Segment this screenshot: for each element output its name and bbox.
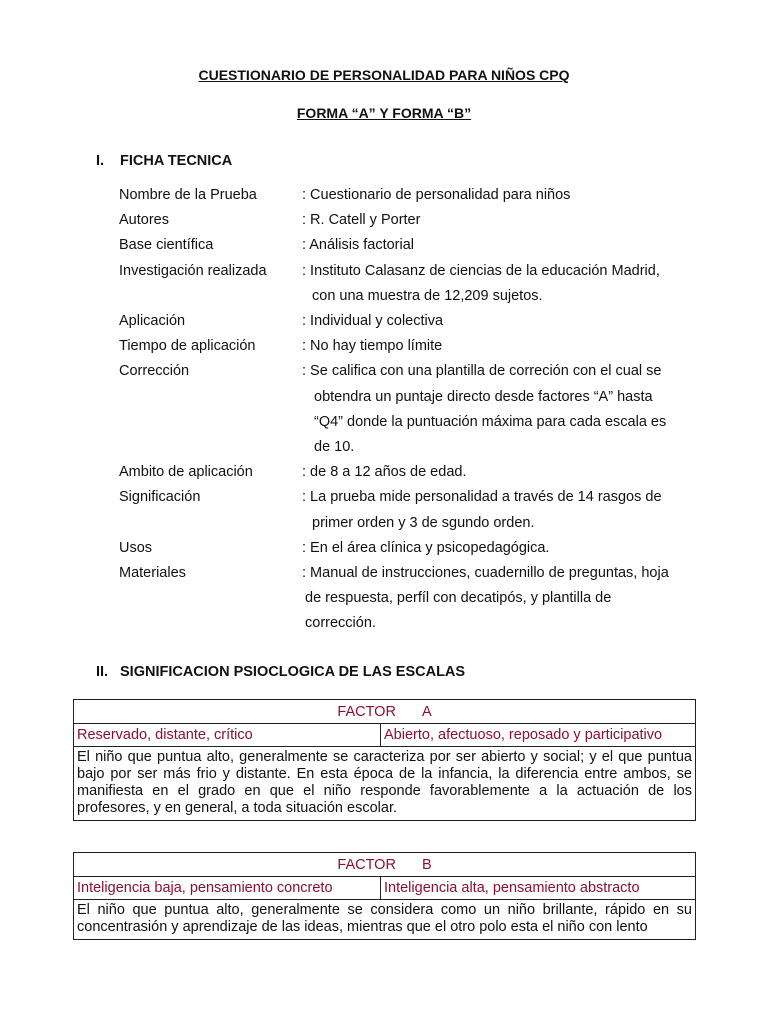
ficha-row-materiales [119,561,699,637]
factor-letter: A [421,703,432,720]
row-label: Nombre de la Prueba [119,187,257,203]
section-number: II. [96,664,109,680]
row-value-block [302,359,699,460]
factor-high-pole: Abierto, afectuoso, reposado y participativo [381,724,696,747]
row-value-block [302,485,699,535]
row-value: : En el área clínica y psicopedagógica. [302,539,550,556]
row-value-continued: obtendra un puntaje directo desde factores “A” hasta [314,388,653,405]
factor-description: El niño que puntua alto, generalmente se considera como un niño brillante, rápido en su concentrasión y aprendizaje de las ideas, mientras que el otro polo esta el niño con lento [74,900,696,940]
row-value: : Manual de instrucciones, cuadernillo de preguntas, hoja [302,565,669,582]
row-value: : R. Catell y Porter [302,212,421,229]
row-value-continued: de respuesta, perfíl con decatipós, y plantilla de [305,590,612,607]
row-label: Materiales [119,565,186,582]
row-value-continued: de 10. [314,439,355,456]
row-label: Base científica [119,237,214,254]
ficha-row-correccion [119,359,699,460]
row-value: : La prueba mide personalidad a través de 14 rasgos de [302,489,662,506]
factor-low-pole: Inteligencia baja, pensamiento concreto [74,877,381,900]
factor-high-pole: Inteligencia alta, pensamiento abstracto [381,877,696,900]
section-heading-significacion [96,664,465,680]
row-value-continued: “Q4” donde la puntuación máxima para cada escala es [314,413,667,430]
row-label: Investigación realizada [119,262,267,279]
row-label: Significación [119,489,201,506]
row-value-continued: con una muestra de 12,209 sujetos. [312,287,543,304]
factor-low-pole: Reservado, distante, crítico [74,724,381,747]
document-subtitle: FORMA “A” Y FORMA “B” [296,105,472,121]
row-label: Aplicación [119,313,186,330]
ficha-row-significacion [119,485,699,535]
row-label: Ambito de aplicación [119,464,253,481]
row-label: Usos [119,539,153,556]
factor-header [74,853,696,877]
ficha-row-autores [119,208,699,233]
section-heading-ficha-tecnica [96,153,232,169]
row-value: : Instituto Calasanz de ciencias de la educación Madrid, [302,262,660,279]
factor-b-table [73,852,696,940]
ficha-tecnica-list [119,183,699,637]
row-value-continued: primer orden y 3 de sgundo orden. [312,514,535,531]
row-value: : de 8 a 12 años de edad. [302,464,467,481]
document-title: CUESTIONARIO DE PERSONALIDAD PARA NIÑOS CPQ [198,67,570,83]
row-label: Autores [119,212,169,229]
ficha-row-base [119,233,699,258]
ficha-row-investigacion [119,259,699,309]
row-label: Corrección [119,363,190,380]
row-value: : No hay tiempo límite [302,338,443,355]
section-title: FICHA TECNICA [120,153,233,169]
row-value: : Individual y colectiva [302,313,444,330]
row-value-block [302,259,699,309]
row-value: : Se califica con una plantilla de correción con el cual se [302,363,662,380]
row-value-block [302,561,699,637]
ficha-row-nombre [119,183,699,208]
factor-header [74,700,696,724]
factor-a-table [73,699,696,821]
factor-label: FACTOR [337,703,396,720]
row-value: : Cuestionario de personalidad para niños [302,187,571,203]
ficha-row-usos [119,536,699,561]
section-number: I. [96,153,105,169]
factor-letter: B [421,856,432,873]
row-value-continued: corrección. [305,615,376,632]
ficha-row-aplicacion [119,309,699,334]
section-title: SIGNIFICACION PSIOCLOGICA DE LAS ESCALAS [120,664,466,680]
factor-description: El niño que puntua alto, generalmente se caracteriza por ser abierto y social; y el que puntua bajo por ser más frio y distante. En esta época de la infancia, la diferencia entre ambos, se manifiesta en el grado en que el niño responde favorablemente a la actuación de los profesores, y en general, a toda situación escolar. [74,747,696,821]
factor-label: FACTOR [337,856,396,873]
ficha-row-tiempo [119,334,699,359]
row-label: Tiempo de aplicación [119,338,256,355]
ficha-row-ambito [119,460,699,485]
row-value: : Análisis factorial [302,237,415,254]
